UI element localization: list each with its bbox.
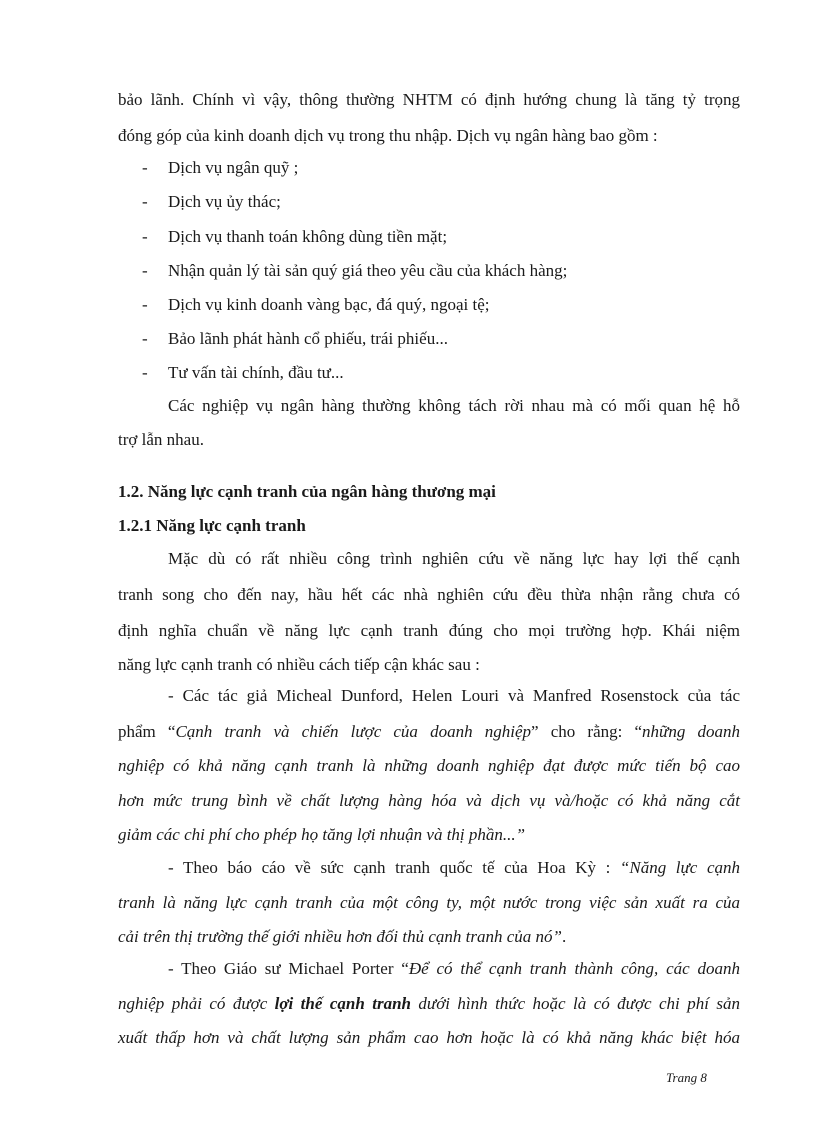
list-item bbox=[142, 260, 567, 282]
para1-line-2: tranh song cho đến nay, hầu hết các nhà nghiên cứu đều thừa nhận rằng chưa có bbox=[118, 585, 740, 604]
quote1-text: ” cho rằng: “ bbox=[531, 722, 643, 741]
para1-line-4: năng lực cạnh tranh có nhiều cách tiếp cận khác sau : bbox=[118, 655, 480, 674]
quote2-line-1 bbox=[168, 857, 740, 879]
quote2-italic: “Năng lực cạnh bbox=[619, 858, 740, 877]
list-item bbox=[142, 294, 490, 316]
quote3-line-1 bbox=[168, 958, 740, 980]
list-item-text: Dịch vụ kinh doanh vàng bạc, đá quý, ngoại tệ; bbox=[168, 295, 490, 314]
quote2-italic: cải trên thị trường thế giới nhiều hơn đối thủ cạnh tranh của nó” bbox=[118, 927, 562, 946]
quote3-italic: nghiệp phải có được bbox=[118, 994, 275, 1013]
page-number: Trang 8 bbox=[666, 1070, 707, 1085]
bullet-dash: - bbox=[142, 158, 148, 177]
bullet-dash: - bbox=[142, 295, 148, 314]
list-item-text: Dịch vụ ngân quỹ ; bbox=[168, 158, 299, 177]
bullet-dash: - bbox=[142, 227, 148, 246]
quote3-text: - Theo Giáo sư Michael Porter “ bbox=[168, 959, 409, 978]
quote2-text: . bbox=[562, 927, 567, 946]
quote1-italic: những doanh bbox=[642, 722, 740, 741]
intro-line-1: bảo lãnh. Chính vì vậy, thông thường NHTM có định hướng chung là tăng tỷ trọng bbox=[118, 90, 740, 109]
bullet-dash: - bbox=[142, 261, 148, 280]
quote1-title-italic: Cạnh tranh và chiến lược của doanh nghiệp bbox=[175, 722, 532, 741]
quote3-line-3 bbox=[118, 1027, 740, 1049]
list-item-text: Nhận quản lý tài sản quý giá theo yêu cầu của khách hàng; bbox=[168, 261, 568, 280]
quote1-line-3 bbox=[118, 755, 740, 777]
quote1-italic: hơn mức trung bình về chất lượng hàng hóa và dịch vụ và/hoặc có khả năng cắt bbox=[118, 791, 740, 810]
list-item bbox=[142, 157, 298, 179]
section-heading: 1.2. Năng lực cạnh tranh của ngân hàng thương mại bbox=[118, 482, 496, 501]
list-item-text: Bảo lãnh phát hành cổ phiếu, trái phiếu... bbox=[168, 329, 448, 348]
bullet-dash: - bbox=[142, 363, 148, 382]
quote1-line-4 bbox=[118, 790, 740, 812]
relation-line-1: Các nghiệp vụ ngân hàng thường không tách rời nhau mà có mối quan hệ hỗ bbox=[168, 396, 740, 415]
quote1-italic: nghiệp có khả năng cạnh tranh là những doanh nghiệp đạt được mức tiến bộ cao bbox=[118, 756, 740, 775]
list-item bbox=[142, 362, 344, 384]
list-item-text: Tư vấn tài chính, đầu tư... bbox=[168, 363, 344, 382]
bullet-dash: - bbox=[142, 329, 148, 348]
list-item bbox=[142, 226, 447, 248]
intro-line-2: đóng góp của kinh doanh dịch vụ trong thu nhập. Dịch vụ ngân hàng bao gồm : bbox=[118, 126, 658, 145]
bullet-dash: - bbox=[142, 192, 148, 211]
quote3-line-2 bbox=[118, 993, 740, 1015]
list-item bbox=[142, 191, 281, 213]
quote1-line-1: - Các tác giả Micheal Dunford, Helen Louri và Manfred Rosenstock của tác bbox=[168, 686, 740, 705]
quote1-line-5 bbox=[118, 824, 740, 846]
quote2-line-2 bbox=[118, 892, 740, 914]
list-item bbox=[142, 328, 448, 350]
list-item-text: Dịch vụ ủy thác; bbox=[168, 192, 281, 211]
para1-line-3: định nghĩa chuẩn về năng lực cạnh tranh đúng cho mọi trường hợp. Khái niệm bbox=[118, 621, 740, 640]
list-item-text: Dịch vụ thanh toán không dùng tiền mặt; bbox=[168, 227, 448, 246]
quote2-italic: tranh là năng lực cạnh tranh của một công ty, một nước trong việc sản xuất ra của bbox=[118, 893, 740, 912]
quote3-italic: dưới hình thức hoặc là có được chi phí sản bbox=[410, 994, 740, 1013]
quote1-line-2 bbox=[118, 721, 740, 743]
quote1-text: phẩm “ bbox=[118, 722, 176, 741]
subsection-heading: 1.2.1 Năng lực cạnh tranh bbox=[118, 516, 306, 535]
quote3-bold-italic: lợi thế cạnh tranh bbox=[274, 994, 411, 1013]
quote2-text: - Theo báo cáo về sức cạnh tranh quốc tế của Hoa Kỳ : bbox=[168, 858, 620, 877]
para1-line-1: Mặc dù có rất nhiều công trình nghiên cứu về năng lực hay lợi thế cạnh bbox=[168, 549, 740, 568]
quote2-line-3 bbox=[118, 926, 740, 948]
quote1-italic: giảm các chi phí cho phép họ tăng lợi nhuận và thị phần...” bbox=[118, 825, 526, 844]
quote3-italic: Để có thể cạnh tranh thành công, các doanh bbox=[408, 959, 740, 978]
relation-line-2: trợ lẫn nhau. bbox=[118, 430, 204, 449]
quote3-italic: xuất thấp hơn và chất lượng sản phẩm cao hơn hoặc là có khả năng khác biệt hóa bbox=[118, 1028, 740, 1047]
